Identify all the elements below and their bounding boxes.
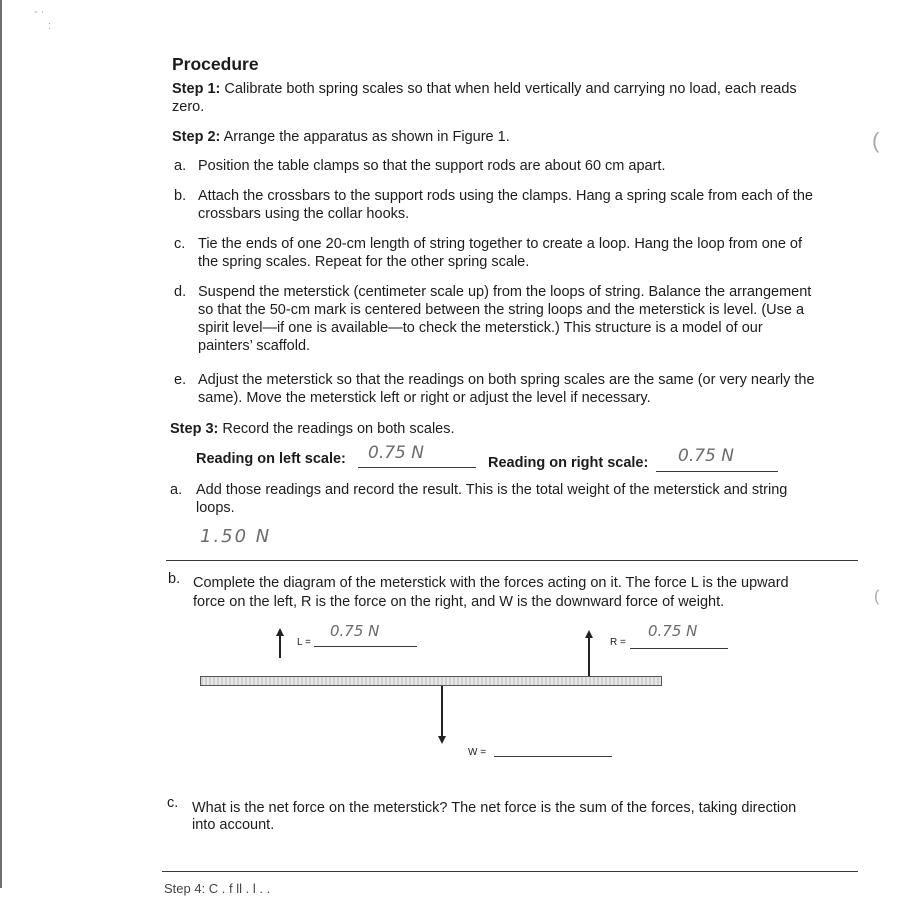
force-W-arrow xyxy=(441,686,443,736)
step2-heading xyxy=(172,128,510,146)
step2-item-e-letter: e. xyxy=(174,372,187,388)
step3-a-answer: 1.50 N xyxy=(200,526,272,547)
step2-item-d-letter: d. xyxy=(174,284,187,300)
step2-item-b-line: Attach the crossbars to the support rods using the clamps. Hang a spring scale from each of the xyxy=(198,188,813,204)
force-L-label: L = xyxy=(297,637,311,648)
step2-text: Arrange the apparatus as shown in Figure 1. xyxy=(223,129,510,145)
force-L-arrow xyxy=(279,634,281,658)
margin-mark: ( xyxy=(874,588,880,605)
step3-c-line: into account. xyxy=(192,817,275,833)
step2-label: Step 2: xyxy=(172,129,221,145)
step1-line1 xyxy=(172,80,797,98)
force-W-label: W = xyxy=(468,747,487,758)
step3-a-line: loops. xyxy=(196,500,235,516)
force-R-answer-line xyxy=(630,648,728,649)
step3-a-line: Add those readings and record the result. This is the total weight of the meterstick and string xyxy=(196,482,788,498)
step3-b-line: force on the left, R is the force on the right, and W is the downward force of weight. xyxy=(193,594,725,610)
page-title: Procedure xyxy=(172,54,259,74)
force-R-arrow xyxy=(588,636,590,676)
force-W-answer-line xyxy=(494,756,612,757)
force-R-label: R = xyxy=(610,637,626,648)
force-L-answer-line xyxy=(314,646,417,647)
step3-heading xyxy=(170,420,455,438)
step2-item-a-line: Position the table clamps so that the support rods are about 60 cm apart. xyxy=(198,158,666,174)
step3-c-line: What is the net force on the meterstick? The net force is the sum of the forces, taking direction xyxy=(192,800,797,816)
margin-mark: ( xyxy=(872,128,880,153)
step2-item-d-line: so that the 50-cm mark is centered between the string loops and the meterstick is level. (Use a xyxy=(198,302,805,318)
step2-item-e-line: same). Move the meterstick left or right or adjust the level if necessary. xyxy=(198,390,651,406)
step3-b-line: Complete the diagram of the meterstick with the forces acting on it. The force L is the upward xyxy=(193,575,789,591)
step1-label: Step 1: xyxy=(172,81,221,97)
step2-item-b-letter: b. xyxy=(174,188,187,204)
footer-fragment: Step 4: C . f ll . l . . xyxy=(164,881,271,896)
meterstick xyxy=(200,676,662,686)
left-scale-value: 0.75 N xyxy=(368,443,424,463)
force-L-value: 0.75 N xyxy=(330,622,380,640)
step3-text: Record the readings on both scales. xyxy=(222,421,455,437)
step2-item-b-line: crossbars using the collar hooks. xyxy=(198,206,410,222)
margin-mark: : xyxy=(48,20,52,32)
step2-item-d-line: spirit level—if one is available—to check the meterstick.) This structure is a model of our xyxy=(198,320,763,336)
step2-item-d-line: painters’ scaffold. xyxy=(198,338,311,354)
step3-c-letter: c. xyxy=(167,795,179,811)
step2-item-d-line: Suspend the meterstick (centimeter scale up) from the loops of string. Balance the arrangement xyxy=(198,284,812,300)
left-scale-answer-line xyxy=(358,467,476,468)
force-W-arrowhead xyxy=(438,736,446,744)
right-scale-label: Reading on right scale: xyxy=(488,455,649,471)
force-R-value: 0.75 N xyxy=(648,622,698,640)
page-edge xyxy=(0,0,2,888)
step2-item-a-letter: a. xyxy=(174,158,187,174)
step1-text: Calibrate both spring scales so that when held vertically and carrying no load, each reads xyxy=(224,81,797,97)
right-scale-answer-line xyxy=(656,471,778,472)
step3-a-answer-line xyxy=(166,560,858,561)
margin-mark: - · xyxy=(34,6,45,18)
right-scale-value: 0.75 N xyxy=(678,446,734,466)
step3-c-answer-line xyxy=(162,871,858,872)
step1-line2: zero. xyxy=(172,99,205,115)
step2-item-c-line: Tie the ends of one 20-cm length of string together to create a loop. Hang the loop from one of xyxy=(198,236,803,252)
step3-b-letter: b. xyxy=(168,571,181,587)
left-scale-label: Reading on left scale: xyxy=(196,451,346,467)
step2-item-c-line: the spring scales. Repeat for the other spring scale. xyxy=(198,254,530,270)
step2-item-e-line: Adjust the meterstick so that the readings on both spring scales are the same (or very nearly the xyxy=(198,372,815,388)
step2-item-c-letter: c. xyxy=(174,236,186,252)
step3-label: Step 3: xyxy=(170,421,219,437)
step3-a-letter: a. xyxy=(170,482,183,498)
